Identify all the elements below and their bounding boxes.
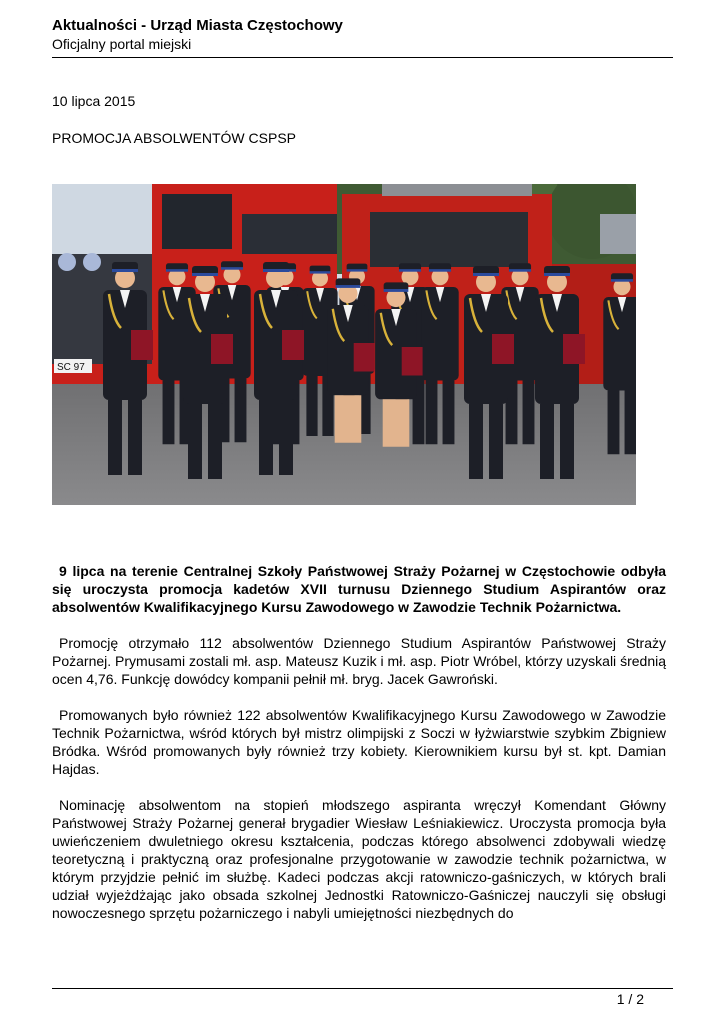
header-divider: [52, 57, 673, 58]
diploma: [131, 330, 153, 360]
article-title: PROMOCJA ABSOLWENTÓW CSPSP: [52, 130, 297, 146]
trouser: [128, 400, 142, 475]
article-paragraph: Nominację absolwentom na stopień młodszego aspiranta wręczył Komendant Główny Państwowej Straży Pożarnej generał brygadier Wiesław Leśniakiewicz. Uroczysta promocja była uwieńczeniem dwuletniego okresu kształcenia, podczas którego absolwenci zdobywali wiedzę teoretyczną i praktyczną oraz profesjonalne przygotowanie w zawodzie technik pożarnictwa, w którym przyjdzie pełnić im służbę. Kadeci podczas akcji ratowniczo-gaśniczych, w których brali udział wyjeżdżając jako obsada szkolnej Jednostki Ratowniczo-Gaśniczej nauczyli się obsługi nowoczesnego sprzętu pożarniczego i nabyli umiejętności niezbędnych do: [52, 797, 666, 921]
cap-band: [384, 289, 409, 292]
article-paragraph: Promocję otrzymało 112 absolwentów Dziennego Studium Aspirantów Państwowej Straży Pożarnej. Prymusami zostali mł. asp. Mateusz Kuzik i mł. asp. Piotr Wróbel, którzy uzyskali średnią ocen 4,76. Funkcję dowódcy kompanii pełnił mł. bryg. Jacek Gawroński.: [52, 635, 666, 687]
article-body: [52, 562, 666, 940]
trouser: [540, 404, 554, 479]
cap-band: [473, 273, 499, 276]
trouser: [469, 404, 483, 479]
trouser: [163, 381, 175, 445]
legs: [335, 395, 362, 443]
page-header: [52, 16, 673, 53]
cap-band: [347, 269, 368, 271]
trouser: [608, 391, 620, 455]
cap-band: [544, 273, 570, 276]
page-number: 1 / 2: [616, 991, 644, 1007]
diploma: [492, 334, 514, 364]
trouser: [188, 404, 202, 479]
diploma: [282, 330, 304, 360]
footer-divider: [52, 988, 673, 989]
cap-band: [509, 269, 531, 272]
legs: [383, 399, 410, 447]
cap-band: [112, 269, 138, 272]
cap-band: [166, 269, 188, 272]
site-subtitle: Oficjalny portal miejski: [52, 36, 192, 52]
plate-text: SC 97: [57, 362, 85, 373]
cap-band: [263, 269, 289, 272]
trouser: [443, 381, 455, 445]
cap-band: [399, 269, 421, 272]
trouser: [426, 381, 438, 445]
trouser: [208, 404, 222, 479]
trouser: [306, 376, 317, 436]
trouser: [259, 400, 273, 475]
site-title: Aktualności - Urząd Miasta Częstochowy: [52, 17, 343, 34]
article-paragraph: Promowanych było również 122 absolwentów Kwalifikacyjnego Kursu Zawodowego w Zawodzie Technik Pożarnictwa, wśród których był mistrz olimpijski z Soczi w łyżwiarstwie szybkim Zbigniew Bródka. Wśród promowanych były również trzy kobiety. Kierownikiem kursu był st. kpt. Damian Hajdas.: [52, 707, 666, 777]
trouser: [625, 391, 636, 455]
diploma: [211, 334, 233, 364]
uniform: [603, 297, 636, 391]
cap-band: [429, 269, 451, 272]
cap-band: [611, 279, 633, 282]
trouser: [489, 404, 503, 479]
trouser: [235, 379, 247, 443]
cap-band: [310, 271, 331, 273]
trouser: [523, 381, 535, 445]
diploma: [402, 347, 423, 376]
cap-band: [192, 273, 218, 276]
trouser: [279, 400, 293, 475]
cap-band: [336, 285, 361, 288]
diploma: [354, 343, 375, 372]
article-lead: 9 lipca na terenie Centralnej Szkoły Państwowej Straży Pożarnej w Częstochowie odbyła się uroczysta promocja kadetów XVII turnusu Dziennego Studium Aspirantów oraz absolwentów Kwalifikacyjnego Kursu Zawodowego w Zawodzie Technik Pożarnictwa.: [52, 563, 666, 615]
article-date: 10 lipca 2015: [52, 93, 136, 109]
trouser: [108, 400, 122, 475]
cap-band: [221, 267, 243, 270]
diploma: [563, 334, 585, 364]
trouser: [560, 404, 574, 479]
graduates-group-photo: [52, 184, 636, 505]
